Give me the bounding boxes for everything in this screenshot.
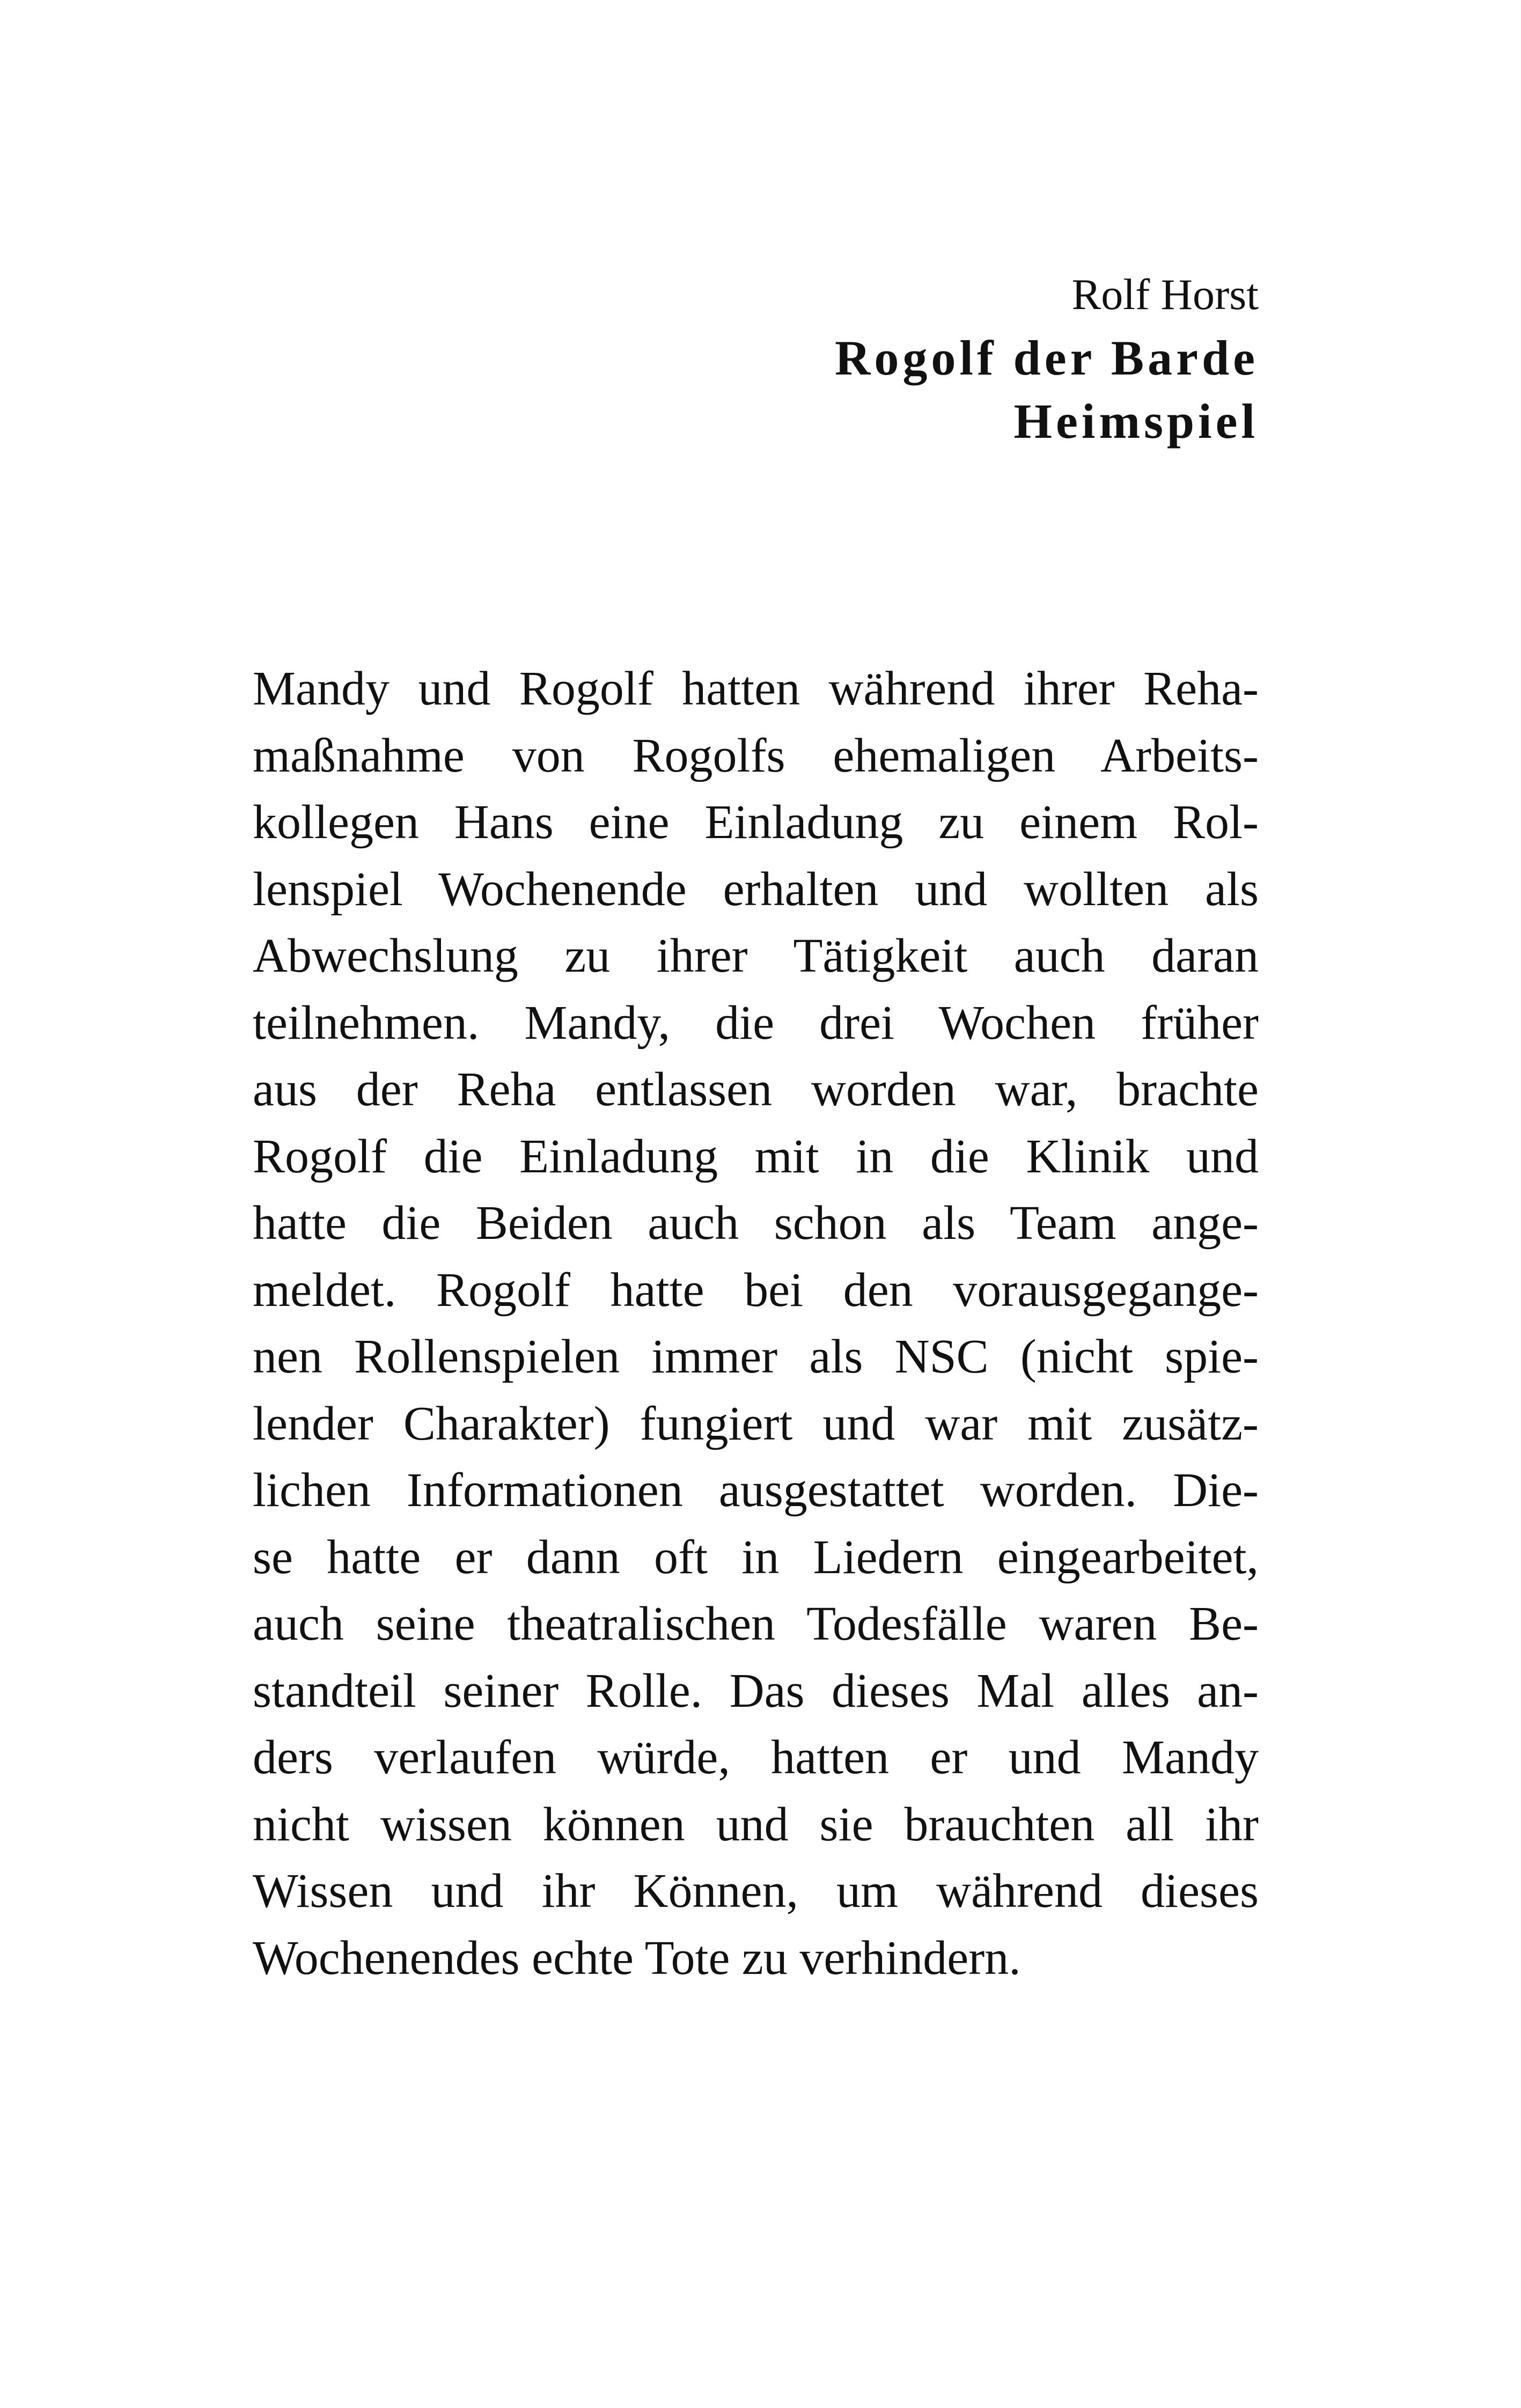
blurb-line: lichen Informationen ausgestattet worden. Die- <box>253 1464 1259 1517</box>
blurb-line: maßnahme von Rogolfs ehemaligen Arbeits- <box>253 729 1259 782</box>
blurb-line: nicht wissen können und sie brauchten all ihr <box>253 1797 1259 1851</box>
author-name: Rolf Horst <box>1071 270 1259 319</box>
book-title: Heimspiel <box>1013 394 1259 449</box>
blurb-line: Wissen und ihr Können, um während dieses <box>253 1864 1259 1918</box>
blurb-text <box>253 656 1259 1992</box>
blurb-line: se hatte er dann oft in Liedern eingearbeitet, <box>253 1530 1259 1584</box>
blurb-line: lenspiel Wochenende erhalten und wollten als <box>253 862 1259 916</box>
blurb-line: auch seine theatralischen Todesfälle waren Be- <box>253 1597 1259 1650</box>
blurb-line: aus der Reha entlassen worden war, brachte <box>253 1063 1259 1116</box>
blurb-line: nen Rollenspielen immer als NSC (nicht spie- <box>253 1330 1259 1383</box>
blurb-line: lender Charakter) fungiert und war mit zusätz- <box>253 1397 1259 1450</box>
blurb-line: Rogolf die Einladung mit in die Klinik und <box>253 1129 1259 1183</box>
blurb-line: meldet. Rogolf hatte bei den vorausgegange- <box>253 1263 1259 1317</box>
blurb-line: ders verlaufen würde, hatten er und Mandy <box>253 1731 1259 1784</box>
blurb-line: standteil seiner Rolle. Das dieses Mal alles an- <box>253 1664 1259 1717</box>
blurb-line: Wochenendes echte Tote zu verhindern. <box>253 1931 1021 1985</box>
blurb-line: hatte die Beiden auch schon als Team ange- <box>253 1196 1259 1250</box>
series-title: Rogolf der Barde <box>834 331 1259 385</box>
blurb-line: Mandy und Rogolf hatten während ihrer Reha- <box>253 662 1259 715</box>
title-block <box>508 263 1259 453</box>
blurb-line: kollegen Hans eine Einladung zu einem Rol- <box>253 796 1259 849</box>
blurb-line: teilnehmen. Mandy, die drei Wochen früher <box>253 996 1259 1049</box>
blurb-line: Abwechslung zu ihrer Tätigkeit auch daran <box>253 929 1259 982</box>
